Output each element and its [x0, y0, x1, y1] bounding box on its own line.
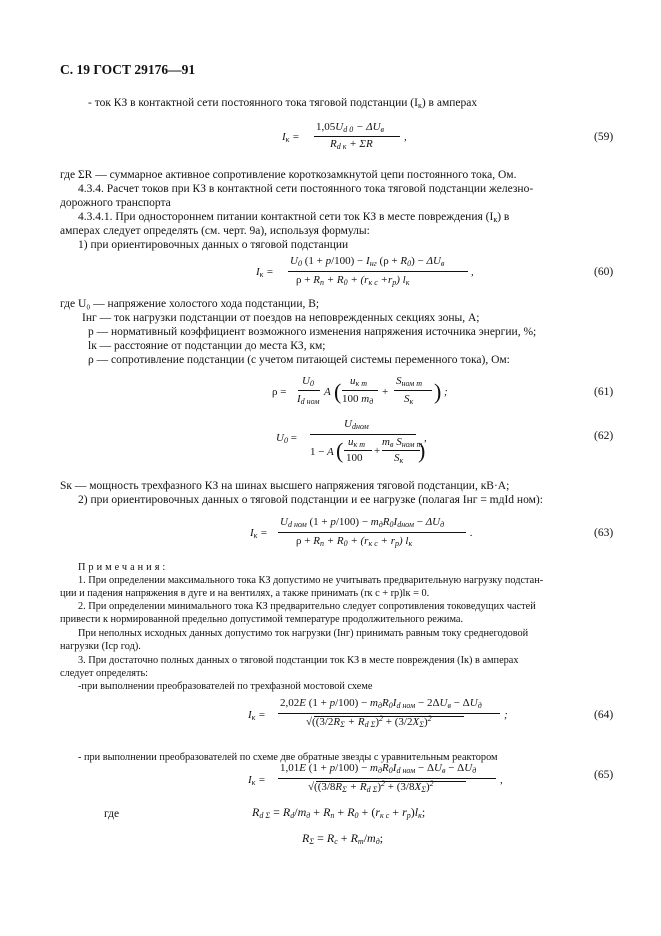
formula-60: $I_к$ = $U_0$ $(1 + p/100) - I_{нг}$ $(\rho + R_0) - \Delta U_в$ $\rho + R_п + R_0 + (r_{к с} +r_р)$ $l_к$ ,: [256, 255, 474, 287]
note-line: ции и падения напряжения в дуге и на вентилях, а также принимать (rк с + rр)lк = 0.: [60, 588, 430, 599]
text-line: [88, 97, 477, 110]
text-line: амперах следует определять (см. черт. 9а), используя формулы:: [60, 225, 370, 237]
note-line: -при выполнении преобразователей по трехфазной мостовой схеме: [78, 681, 373, 692]
note-line: привести к нормированной предельно допустимой температуре продолжительного режима.: [60, 614, 464, 625]
note-line: - при выполнении преобразователей по схеме две обратные звезды с уравнительным реактором: [78, 752, 498, 763]
equation-number: (65): [594, 769, 614, 781]
definition-line: где U₀ — напряжение холостого хода подстанции, В;: [60, 298, 320, 310]
formula-rd-sigma: $R_{d \Sigma} = R_d/m_д + R_п + R_0 + (r_{к с} + r_р)l_к$;: [252, 805, 426, 820]
text-line: 4.3.4. Расчет токов при КЗ в контактной сети постоянного тока тяговой подстанции железно-: [78, 183, 534, 195]
formula-59: $I_к$ = $1,05U_{d 0} - \Delta U_в$ $R_{d к} + \Sigma R$ ,: [282, 121, 407, 151]
note-line: нагрузки (Iср год).: [60, 641, 141, 652]
text-line: 2) при ориентировочных данных о тяговой подстанции и ее нагрузке (полагая Iнг = mдId ном):: [78, 494, 543, 506]
formula-64: $I_к$ = 2,02E $(1 + p/100) - m_дR_0I_{d ном} - 2\Delta U_в - \Delta U_д$ $√((3/2R_\Sigma + R_{d \Sigma})^2 + (3/2X_\Sigma)^2$ ;: [248, 697, 508, 729]
formula-62: $U_0$ = $U_{dном}$ 1 − A ( $u_{к т}$ 100 + $m_в$ $S_{ном т}$ $S_к$ ) ,: [276, 418, 427, 465]
notes-title: Примечания:: [78, 562, 169, 573]
definition-line: Iнг — ток нагрузки подстанции от поездов на неповрежденных секциях зоны, А;: [82, 312, 480, 324]
note-line: следует определять:: [60, 668, 149, 679]
note-line: 3. При достаточно полных данных о тяговой подстанции ток КЗ в месте повреждения (Iк) в амперах: [78, 655, 519, 666]
page-header: С. 19 ГОСТ 29176—91: [60, 62, 196, 77]
text-line: Sк — мощность трехфазного КЗ на шинах высшего напряжения тяговой подстанции, кВ·А;: [60, 480, 510, 492]
note-line: 1. При определении максимального тока КЗ допустимо не учитывать предварительную нагрузку подстан-: [78, 575, 544, 586]
equation-number: (62): [594, 430, 614, 442]
text-line: 1) при ориентировочных данных о тяговой подстанции: [78, 239, 349, 251]
equation-number: (64): [594, 709, 614, 721]
formula-63: $I_к$ = $U_{d ном}$ $(1 + p/100) - m_дR_0I_{dном} - \Delta U_д$ $\rho + R_п + R_0 + (r_{к с} + r_р)$ $l_к$ .: [250, 516, 473, 548]
subscript: к: [417, 101, 422, 110]
text-span: 4.3.4.1. При одностороннем питании контактной сети ток КЗ в месте повреждения (I: [78, 211, 494, 223]
text-line: где ΣR — суммарное активное сопротивление короткозамкнутой цепи постоянного тока, Ом.: [60, 169, 517, 181]
equation-number: (60): [594, 266, 614, 278]
text-span: ) в амперах: [421, 97, 478, 109]
text-line: дорожного транспорта: [60, 197, 171, 209]
formula-r-sigma: $R_\Sigma = R_c + R_т/m_д$;: [302, 831, 384, 846]
text-span: ) в: [497, 211, 510, 223]
note-line: 2. При определении минимального тока КЗ предварительно следует сопротивления токоведущих частей: [78, 601, 536, 612]
definition-line: ρ — сопротивление подстанции (с учетом питающей системы переменного тока), Ом:: [88, 354, 510, 366]
text-line: [78, 211, 509, 224]
definition-line: p — нормативный коэффициент возможного изменения напряжения источника энергии, %;: [88, 326, 537, 338]
equation-number: (61): [594, 386, 614, 398]
where-label: где: [104, 808, 120, 820]
text-span: - ток КЗ в контактной сети постоянного тока тяговой подстанции (I: [88, 97, 418, 109]
subscript: к: [493, 215, 498, 224]
definition-line: lк — расстояние от подстанции до места КЗ, км;: [88, 340, 326, 352]
note-line: При неполных исходных данных допустимо ток нагрузки (Iнг) принимать равным току среднегодовой: [78, 628, 529, 639]
formula-65: $I_к$ = 1,01E $(1 + p/100) - m_дR_0I_{d ном} - \Delta U_в - \Delta U_д$ $√((3/8R_\Sigma + R_{d \Sigma})^2 + (3/8X_\Sigma)^2$ ,: [248, 762, 503, 794]
equation-number: (59): [594, 131, 614, 143]
equation-number: (63): [594, 527, 614, 539]
formula-61: ρ = $U_0$ $I_{d ном}$ A ( $u_{к т}$ 100 $m_д$ + $S_{ном т}$ $S_к$ ) ;: [272, 375, 448, 406]
